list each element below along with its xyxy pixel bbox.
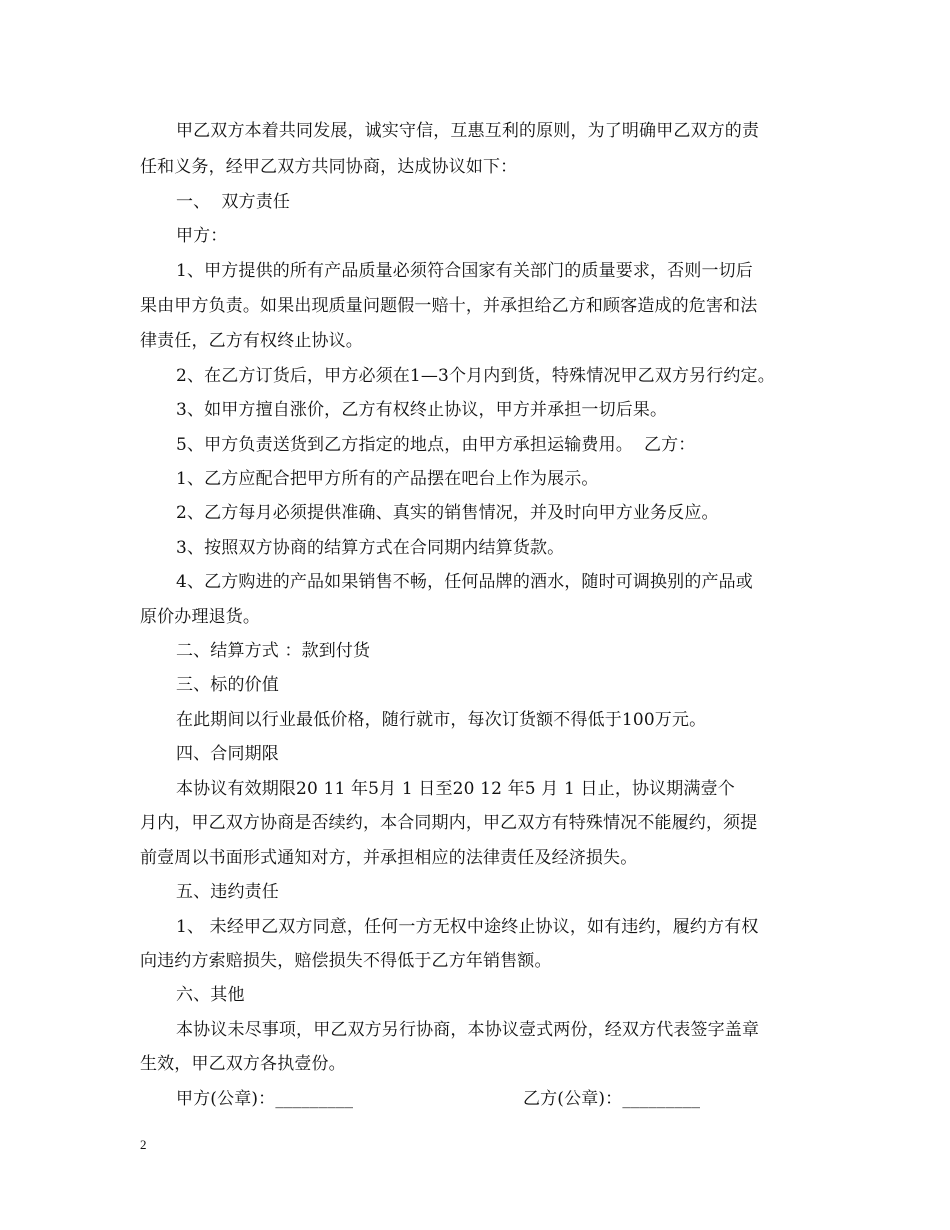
paragraph-line: 果由甲方负责。如果出现质量问题假一赔十，并承担给乙方和顾客造成的危害和法 bbox=[140, 296, 758, 316]
paragraph-line: 1、 未经甲乙双方同意，任何一方无权中途终止协议，如有违约，履约方有权 bbox=[176, 917, 759, 937]
paragraph-line: 在此期间以行业最低价格，随行就市，每次订货额不得低于100万元。 bbox=[176, 710, 707, 730]
section-heading: 三、标的价值 bbox=[176, 675, 279, 695]
paragraph-line: 向违约方索赔损失，赔偿损失不得低于乙方年销售额。 bbox=[140, 951, 552, 971]
paragraph-line: 律责任，乙方有权终止协议。 bbox=[140, 331, 363, 351]
paragraph-line: 2、在乙方订货后，甲方必须在1—3个月内到货，特殊情况甲乙双方另行约定。 bbox=[176, 366, 775, 386]
paragraph-line: 任和义务，经甲乙双方共同协商，达成协议如下： bbox=[140, 157, 518, 177]
paragraph-line: 1、甲方提供的所有产品质量必须符合国家有关部门的质量要求，否则一切后 bbox=[176, 261, 753, 281]
paragraph-line: 原价办理退货。 bbox=[140, 607, 261, 627]
paragraph-line: 本协议未尽事项，甲乙双方另行协商，本协议壹式两份，经双方代表签字盖章 bbox=[176, 1020, 760, 1040]
paragraph-line: 生效，甲乙双方各执壹份。 bbox=[140, 1054, 346, 1074]
paragraph-line: 甲乙双方本着共同发展，诚实守信，互惠互利的原则，为了明确甲乙双方的责 bbox=[176, 121, 760, 141]
party-label: 甲方： bbox=[176, 226, 228, 246]
section-heading: 二、结算方式 ：款到付货 bbox=[176, 641, 371, 661]
paragraph-line: 3、如甲方擅自涨价，乙方有权终止协议，甲方并承担一切后果。 bbox=[176, 400, 668, 420]
paragraph-line: 3、按照双方协商的结算方式在合同期内结算货款。 bbox=[176, 538, 565, 558]
paragraph-line: 2、乙方每月必须提供准确、真实的销售情况，并及时向甲方业务反应。 bbox=[176, 503, 719, 523]
section-heading: 五、违约责任 bbox=[176, 882, 279, 902]
paragraph-line: 月内，甲乙双方协商是否续约，本合同期内，甲乙双方有特殊情况不能履约，须提 bbox=[140, 813, 758, 833]
party-b-signature: 乙方(公章)：_________ bbox=[523, 1089, 701, 1109]
paragraph-line: 5、甲方负责送货到乙方指定的地点，由甲方承担运输费用。 乙方： bbox=[176, 435, 696, 455]
paragraph-line: 1、乙方应配合把甲方所有的产品摆在吧台上作为展示。 bbox=[176, 469, 599, 489]
page-number: 2 bbox=[140, 1137, 147, 1152]
section-heading: 一、 双方责任 bbox=[176, 192, 291, 212]
section-heading: 四、合同期限 bbox=[176, 744, 279, 764]
section-heading: 六、其他 bbox=[176, 985, 245, 1005]
paragraph-line: 本协议有效期限20 11 年5月 1 日至20 12 年5 月 1 日止，协议期满壹个 bbox=[176, 779, 735, 799]
paragraph-line: 4、乙方购进的产品如果销售不畅，任何品牌的酒水，随时可调换别的产品或 bbox=[176, 572, 753, 592]
paragraph-line: 前壹周以书面形式通知对方，并承担相应的法律责任及经济损失。 bbox=[140, 848, 638, 868]
party-a-signature: 甲方(公章)：_________ bbox=[176, 1089, 354, 1109]
